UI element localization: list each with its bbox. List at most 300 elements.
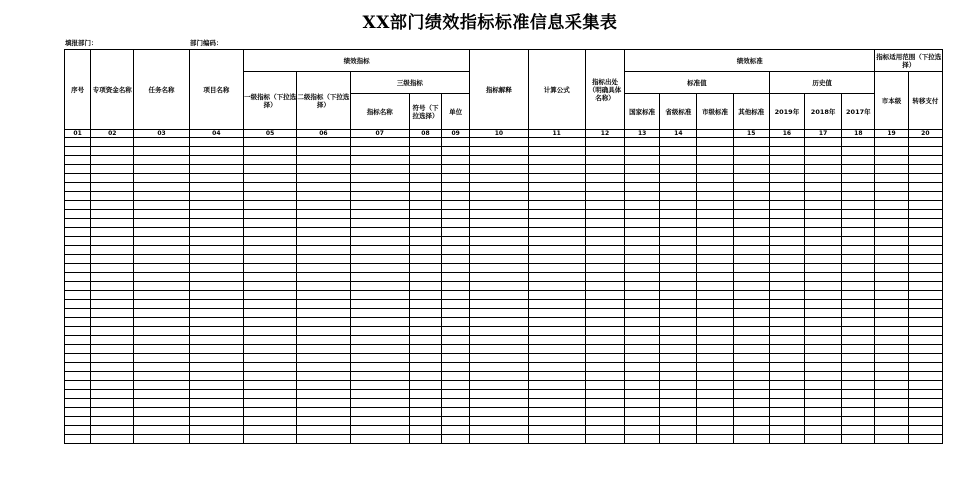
table-cell[interactable]: [875, 381, 908, 390]
table-cell[interactable]: [243, 174, 296, 183]
table-cell[interactable]: [585, 300, 624, 309]
table-cell[interactable]: [243, 282, 296, 291]
table-cell[interactable]: [65, 300, 91, 309]
table-cell[interactable]: [65, 345, 91, 354]
table-cell[interactable]: [625, 228, 660, 237]
table-cell[interactable]: [908, 138, 942, 147]
table-cell[interactable]: [442, 201, 470, 210]
table-cell[interactable]: [91, 363, 134, 372]
table-cell[interactable]: [908, 318, 942, 327]
table-cell[interactable]: [585, 246, 624, 255]
table-cell[interactable]: [697, 237, 733, 246]
table-cell[interactable]: [660, 219, 697, 228]
table-cell[interactable]: [769, 363, 804, 372]
table-cell[interactable]: [297, 210, 350, 219]
table-cell[interactable]: [733, 336, 769, 345]
table-cell[interactable]: [805, 417, 842, 426]
table-cell[interactable]: [733, 192, 769, 201]
table-cell[interactable]: [189, 138, 243, 147]
table-cell[interactable]: [243, 210, 296, 219]
table-cell[interactable]: [65, 363, 91, 372]
table-cell[interactable]: [585, 336, 624, 345]
table-cell[interactable]: [585, 138, 624, 147]
table-cell[interactable]: [625, 237, 660, 246]
table-cell[interactable]: [134, 381, 189, 390]
table-cell[interactable]: [842, 426, 875, 435]
table-cell[interactable]: [625, 147, 660, 156]
table-cell[interactable]: [769, 138, 804, 147]
table-cell[interactable]: [733, 183, 769, 192]
table-cell[interactable]: [733, 255, 769, 264]
table-cell[interactable]: [875, 237, 908, 246]
table-cell[interactable]: [189, 435, 243, 444]
table-cell[interactable]: [409, 219, 441, 228]
table-cell[interactable]: [625, 282, 660, 291]
table-cell[interactable]: [625, 246, 660, 255]
table-cell[interactable]: [189, 354, 243, 363]
table-cell[interactable]: [189, 372, 243, 381]
table-cell[interactable]: [660, 408, 697, 417]
table-cell[interactable]: [528, 417, 585, 426]
table-cell[interactable]: [769, 372, 804, 381]
table-cell[interactable]: [625, 426, 660, 435]
table-cell[interactable]: [134, 435, 189, 444]
table-cell[interactable]: [528, 309, 585, 318]
table-cell[interactable]: [528, 273, 585, 282]
table-cell[interactable]: [769, 336, 804, 345]
table-cell[interactable]: [470, 237, 528, 246]
table-cell[interactable]: [660, 147, 697, 156]
table-cell[interactable]: [585, 210, 624, 219]
table-cell[interactable]: [470, 156, 528, 165]
table-cell[interactable]: [875, 219, 908, 228]
table-cell[interactable]: [842, 264, 875, 273]
table-cell[interactable]: [409, 291, 441, 300]
table-cell[interactable]: [528, 336, 585, 345]
table-cell[interactable]: [697, 183, 733, 192]
table-cell[interactable]: [65, 237, 91, 246]
table-cell[interactable]: [842, 156, 875, 165]
table-cell[interactable]: [660, 183, 697, 192]
table-cell[interactable]: [769, 327, 804, 336]
table-cell[interactable]: [697, 336, 733, 345]
table-cell[interactable]: [297, 246, 350, 255]
table-cell[interactable]: [409, 138, 441, 147]
table-cell[interactable]: [350, 390, 409, 399]
table-cell[interactable]: [243, 399, 296, 408]
table-cell[interactable]: [585, 390, 624, 399]
table-cell[interactable]: [805, 156, 842, 165]
table-cell[interactable]: [625, 291, 660, 300]
table-cell[interactable]: [875, 255, 908, 264]
table-cell[interactable]: [585, 399, 624, 408]
table-cell[interactable]: [91, 417, 134, 426]
table-cell[interactable]: [842, 246, 875, 255]
table-cell[interactable]: [350, 399, 409, 408]
table-cell[interactable]: [297, 291, 350, 300]
table-cell[interactable]: [409, 201, 441, 210]
table-cell[interactable]: [470, 210, 528, 219]
table-cell[interactable]: [660, 210, 697, 219]
table-cell[interactable]: [625, 390, 660, 399]
table-cell[interactable]: [470, 147, 528, 156]
table-cell[interactable]: [189, 228, 243, 237]
table-cell[interactable]: [697, 390, 733, 399]
table-cell[interactable]: [625, 156, 660, 165]
table-cell[interactable]: [625, 201, 660, 210]
table-cell[interactable]: [697, 165, 733, 174]
table-cell[interactable]: [769, 201, 804, 210]
table-cell[interactable]: [769, 246, 804, 255]
table-cell[interactable]: [65, 336, 91, 345]
table-cell[interactable]: [65, 228, 91, 237]
table-cell[interactable]: [65, 381, 91, 390]
table-cell[interactable]: [470, 318, 528, 327]
table-cell[interactable]: [409, 246, 441, 255]
table-cell[interactable]: [733, 273, 769, 282]
table-cell[interactable]: [134, 300, 189, 309]
table-cell[interactable]: [189, 201, 243, 210]
table-cell[interactable]: [442, 363, 470, 372]
table-cell[interactable]: [625, 138, 660, 147]
table-cell[interactable]: [350, 138, 409, 147]
table-cell[interactable]: [528, 363, 585, 372]
table-cell[interactable]: [442, 174, 470, 183]
table-cell[interactable]: [409, 282, 441, 291]
table-cell[interactable]: [875, 426, 908, 435]
table-cell[interactable]: [585, 273, 624, 282]
table-cell[interactable]: [908, 156, 942, 165]
table-cell[interactable]: [91, 345, 134, 354]
table-cell[interactable]: [625, 309, 660, 318]
table-cell[interactable]: [134, 255, 189, 264]
table-cell[interactable]: [697, 228, 733, 237]
table-cell[interactable]: [842, 363, 875, 372]
table-cell[interactable]: [297, 372, 350, 381]
table-cell[interactable]: [409, 417, 441, 426]
table-cell[interactable]: [350, 228, 409, 237]
table-cell[interactable]: [908, 174, 942, 183]
table-cell[interactable]: [842, 147, 875, 156]
table-cell[interactable]: [908, 345, 942, 354]
table-cell[interactable]: [842, 138, 875, 147]
table-cell[interactable]: [350, 174, 409, 183]
table-cell[interactable]: [409, 300, 441, 309]
table-cell[interactable]: [91, 228, 134, 237]
table-cell[interactable]: [875, 327, 908, 336]
table-cell[interactable]: [528, 201, 585, 210]
table-cell[interactable]: [297, 327, 350, 336]
table-cell[interactable]: [528, 291, 585, 300]
table-cell[interactable]: [805, 255, 842, 264]
table-cell[interactable]: [528, 408, 585, 417]
table-cell[interactable]: [65, 273, 91, 282]
table-cell[interactable]: [243, 408, 296, 417]
table-cell[interactable]: [585, 426, 624, 435]
table-cell[interactable]: [297, 273, 350, 282]
table-cell[interactable]: [528, 399, 585, 408]
table-cell[interactable]: [65, 174, 91, 183]
table-cell[interactable]: [350, 300, 409, 309]
table-cell[interactable]: [908, 219, 942, 228]
table-cell[interactable]: [65, 390, 91, 399]
table-cell[interactable]: [908, 372, 942, 381]
table-cell[interactable]: [189, 426, 243, 435]
table-cell[interactable]: [625, 435, 660, 444]
table-cell[interactable]: [769, 408, 804, 417]
table-cell[interactable]: [91, 309, 134, 318]
table-cell[interactable]: [842, 372, 875, 381]
table-cell[interactable]: [842, 435, 875, 444]
table-cell[interactable]: [350, 246, 409, 255]
table-cell[interactable]: [528, 210, 585, 219]
table-cell[interactable]: [805, 291, 842, 300]
table-cell[interactable]: [243, 309, 296, 318]
table-cell[interactable]: [243, 336, 296, 345]
table-cell[interactable]: [350, 435, 409, 444]
table-cell[interactable]: [805, 318, 842, 327]
table-cell[interactable]: [409, 165, 441, 174]
table-cell[interactable]: [297, 219, 350, 228]
table-cell[interactable]: [297, 417, 350, 426]
table-cell[interactable]: [189, 165, 243, 174]
table-cell[interactable]: [842, 381, 875, 390]
table-cell[interactable]: [189, 147, 243, 156]
table-cell[interactable]: [697, 381, 733, 390]
table-cell[interactable]: [65, 165, 91, 174]
table-cell[interactable]: [697, 399, 733, 408]
table-cell[interactable]: [875, 372, 908, 381]
table-cell[interactable]: [243, 318, 296, 327]
table-cell[interactable]: [442, 318, 470, 327]
table-cell[interactable]: [65, 291, 91, 300]
table-cell[interactable]: [805, 237, 842, 246]
table-cell[interactable]: [409, 273, 441, 282]
table-cell[interactable]: [409, 156, 441, 165]
table-cell[interactable]: [134, 345, 189, 354]
table-cell[interactable]: [297, 201, 350, 210]
table-cell[interactable]: [842, 255, 875, 264]
table-cell[interactable]: [660, 228, 697, 237]
table-cell[interactable]: [660, 201, 697, 210]
table-cell[interactable]: [243, 300, 296, 309]
table-cell[interactable]: [660, 345, 697, 354]
table-cell[interactable]: [625, 381, 660, 390]
table-cell[interactable]: [91, 399, 134, 408]
table-cell[interactable]: [733, 345, 769, 354]
table-cell[interactable]: [409, 390, 441, 399]
table-cell[interactable]: [91, 291, 134, 300]
table-cell[interactable]: [625, 417, 660, 426]
table-cell[interactable]: [805, 192, 842, 201]
table-cell[interactable]: [528, 354, 585, 363]
table-cell[interactable]: [297, 381, 350, 390]
table-cell[interactable]: [442, 138, 470, 147]
table-cell[interactable]: [297, 138, 350, 147]
table-cell[interactable]: [769, 309, 804, 318]
table-cell[interactable]: [470, 246, 528, 255]
table-cell[interactable]: [243, 156, 296, 165]
table-cell[interactable]: [470, 138, 528, 147]
table-cell[interactable]: [297, 426, 350, 435]
table-cell[interactable]: [875, 246, 908, 255]
table-cell[interactable]: [442, 237, 470, 246]
table-cell[interactable]: [65, 183, 91, 192]
table-cell[interactable]: [660, 165, 697, 174]
table-cell[interactable]: [243, 381, 296, 390]
table-cell[interactable]: [585, 354, 624, 363]
table-cell[interactable]: [733, 138, 769, 147]
table-cell[interactable]: [350, 156, 409, 165]
table-cell[interactable]: [297, 354, 350, 363]
table-cell[interactable]: [697, 327, 733, 336]
table-cell[interactable]: [297, 174, 350, 183]
table-cell[interactable]: [189, 345, 243, 354]
table-cell[interactable]: [733, 210, 769, 219]
table-cell[interactable]: [189, 336, 243, 345]
table-cell[interactable]: [733, 327, 769, 336]
table-cell[interactable]: [908, 426, 942, 435]
table-cell[interactable]: [243, 138, 296, 147]
table-cell[interactable]: [297, 399, 350, 408]
table-cell[interactable]: [733, 372, 769, 381]
table-cell[interactable]: [733, 354, 769, 363]
table-cell[interactable]: [528, 264, 585, 273]
table-cell[interactable]: [660, 435, 697, 444]
table-cell[interactable]: [697, 435, 733, 444]
table-cell[interactable]: [134, 237, 189, 246]
table-cell[interactable]: [908, 300, 942, 309]
table-cell[interactable]: [625, 165, 660, 174]
table-cell[interactable]: [585, 327, 624, 336]
table-cell[interactable]: [625, 408, 660, 417]
table-cell[interactable]: [805, 201, 842, 210]
table-cell[interactable]: [243, 273, 296, 282]
table-cell[interactable]: [91, 381, 134, 390]
table-cell[interactable]: [470, 345, 528, 354]
table-cell[interactable]: [625, 336, 660, 345]
table-cell[interactable]: [297, 309, 350, 318]
table-cell[interactable]: [697, 345, 733, 354]
table-cell[interactable]: [91, 300, 134, 309]
table-cell[interactable]: [805, 435, 842, 444]
table-cell[interactable]: [585, 345, 624, 354]
table-cell[interactable]: [625, 210, 660, 219]
table-cell[interactable]: [908, 228, 942, 237]
table-cell[interactable]: [842, 192, 875, 201]
table-cell[interactable]: [470, 372, 528, 381]
table-cell[interactable]: [243, 345, 296, 354]
table-cell[interactable]: [842, 309, 875, 318]
table-cell[interactable]: [875, 228, 908, 237]
table-cell[interactable]: [134, 408, 189, 417]
table-cell[interactable]: [134, 309, 189, 318]
table-cell[interactable]: [409, 372, 441, 381]
table-cell[interactable]: [660, 300, 697, 309]
table-cell[interactable]: [350, 183, 409, 192]
table-cell[interactable]: [134, 192, 189, 201]
table-cell[interactable]: [733, 246, 769, 255]
table-cell[interactable]: [65, 156, 91, 165]
table-cell[interactable]: [769, 399, 804, 408]
table-cell[interactable]: [470, 165, 528, 174]
table-cell[interactable]: [769, 165, 804, 174]
table-cell[interactable]: [585, 237, 624, 246]
table-cell[interactable]: [585, 192, 624, 201]
table-cell[interactable]: [805, 390, 842, 399]
table-cell[interactable]: [91, 408, 134, 417]
table-cell[interactable]: [733, 426, 769, 435]
table-cell[interactable]: [189, 174, 243, 183]
table-cell[interactable]: [908, 210, 942, 219]
table-cell[interactable]: [528, 246, 585, 255]
table-cell[interactable]: [805, 408, 842, 417]
table-cell[interactable]: [697, 426, 733, 435]
table-cell[interactable]: [91, 183, 134, 192]
table-cell[interactable]: [65, 372, 91, 381]
table-cell[interactable]: [769, 300, 804, 309]
table-cell[interactable]: [243, 426, 296, 435]
table-cell[interactable]: [297, 237, 350, 246]
table-cell[interactable]: [908, 192, 942, 201]
table-cell[interactable]: [91, 327, 134, 336]
table-cell[interactable]: [470, 273, 528, 282]
table-cell[interactable]: [134, 390, 189, 399]
table-cell[interactable]: [442, 417, 470, 426]
table-cell[interactable]: [697, 147, 733, 156]
table-cell[interactable]: [660, 309, 697, 318]
table-cell[interactable]: [697, 408, 733, 417]
table-cell[interactable]: [660, 354, 697, 363]
table-cell[interactable]: [442, 147, 470, 156]
table-cell[interactable]: [528, 390, 585, 399]
table-cell[interactable]: [875, 399, 908, 408]
table-cell[interactable]: [470, 309, 528, 318]
table-cell[interactable]: [409, 192, 441, 201]
table-cell[interactable]: [528, 372, 585, 381]
table-cell[interactable]: [733, 435, 769, 444]
table-cell[interactable]: [409, 174, 441, 183]
table-cell[interactable]: [733, 309, 769, 318]
table-cell[interactable]: [528, 156, 585, 165]
table-cell[interactable]: [65, 147, 91, 156]
table-cell[interactable]: [350, 408, 409, 417]
table-cell[interactable]: [243, 417, 296, 426]
table-cell[interactable]: [697, 210, 733, 219]
table-cell[interactable]: [697, 318, 733, 327]
table-cell[interactable]: [470, 219, 528, 228]
table-cell[interactable]: [805, 138, 842, 147]
table-cell[interactable]: [189, 210, 243, 219]
table-cell[interactable]: [65, 210, 91, 219]
table-cell[interactable]: [91, 237, 134, 246]
table-cell[interactable]: [733, 165, 769, 174]
table-cell[interactable]: [805, 363, 842, 372]
table-cell[interactable]: [875, 354, 908, 363]
table-cell[interactable]: [65, 246, 91, 255]
table-cell[interactable]: [733, 399, 769, 408]
table-cell[interactable]: [733, 363, 769, 372]
table-cell[interactable]: [134, 264, 189, 273]
table-cell[interactable]: [350, 147, 409, 156]
table-cell[interactable]: [91, 273, 134, 282]
table-cell[interactable]: [91, 246, 134, 255]
table-cell[interactable]: [842, 165, 875, 174]
table-cell[interactable]: [91, 336, 134, 345]
table-cell[interactable]: [409, 426, 441, 435]
table-cell[interactable]: [243, 255, 296, 264]
table-cell[interactable]: [660, 264, 697, 273]
